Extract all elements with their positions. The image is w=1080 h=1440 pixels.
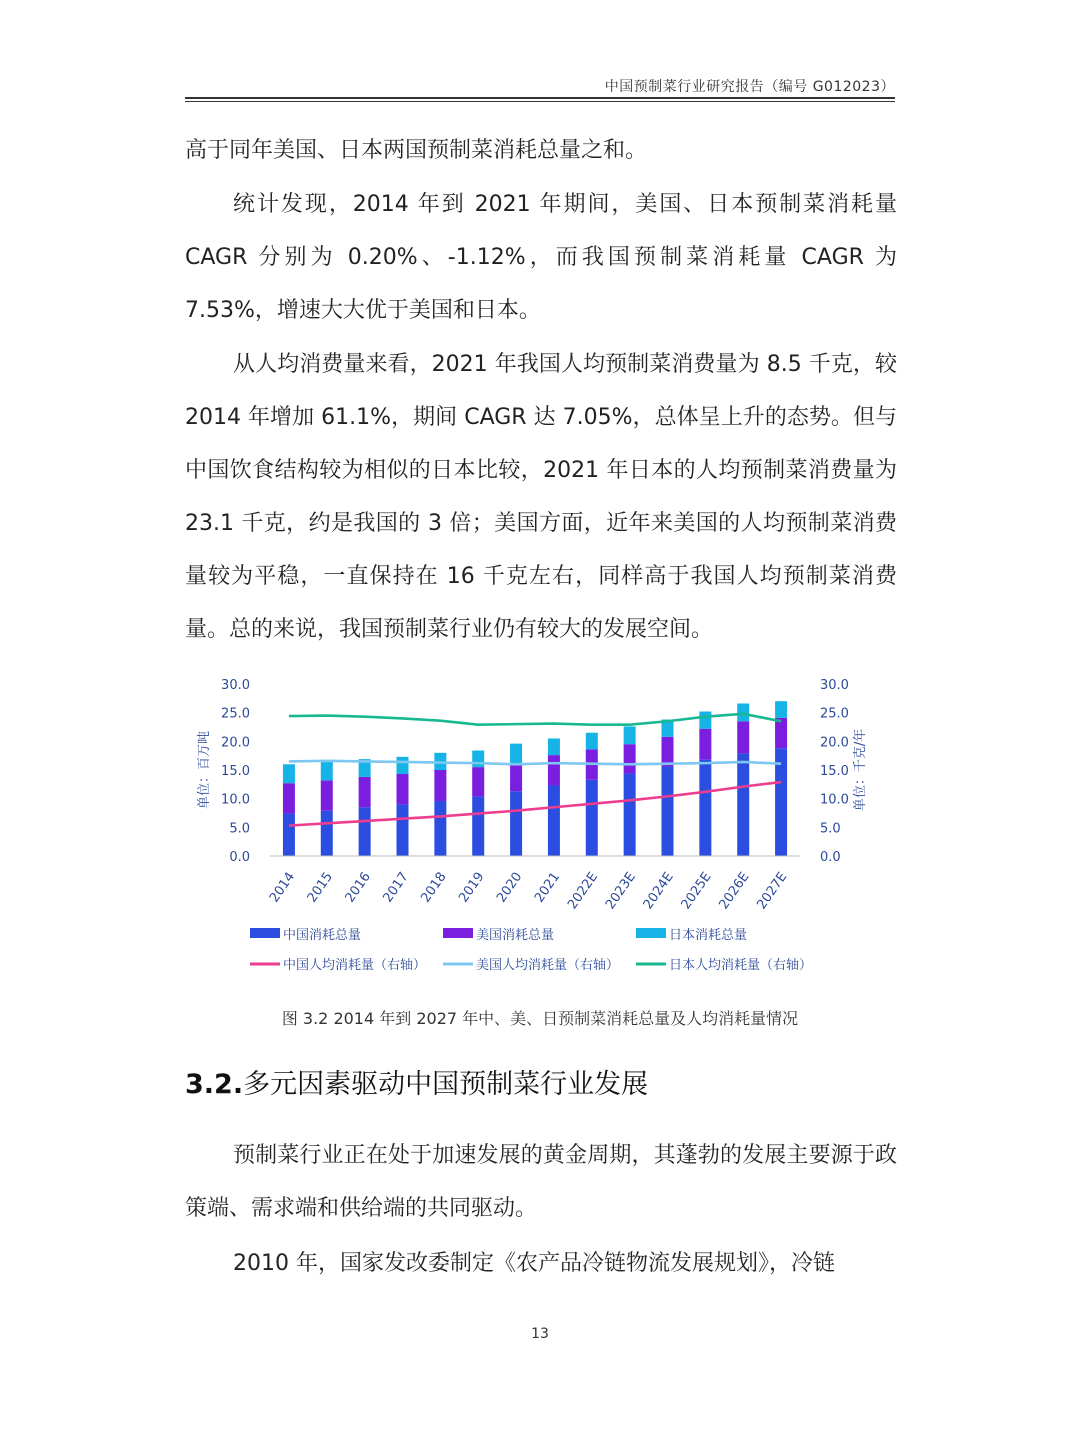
x-tick-label: 2014 (266, 869, 299, 906)
bar-segment (624, 744, 636, 773)
chart-axes (197, 678, 868, 912)
y-tick-label-right: 30.0 (820, 678, 849, 693)
section-heading (185, 1062, 648, 1101)
bar-segment (775, 718, 787, 748)
bar-segment (699, 760, 711, 856)
bar-segment (737, 703, 749, 721)
bar-segment (548, 785, 560, 856)
bar-segment (662, 767, 674, 856)
bar-segment (737, 753, 749, 856)
bar-segment (699, 712, 711, 729)
bar-segment (283, 814, 295, 856)
header-text: 中国预制菜行业研究报告（编号 G012023） (604, 79, 895, 95)
bar-segment (397, 757, 409, 774)
y-tick-label-right: 15.0 (820, 764, 849, 779)
bar-segment (434, 770, 446, 801)
x-tick-label: 2015 (304, 869, 337, 906)
bar-segment (283, 783, 295, 813)
legend-label: 日本消耗总量 (669, 928, 748, 943)
x-tick-label: 2018 (418, 869, 450, 906)
x-tick-label: 2026E (716, 869, 753, 913)
y-tick-label-left: 5.0 (229, 821, 250, 837)
legend-label: 美国消耗总量 (476, 928, 555, 943)
legend-label: 中国消耗总量 (283, 928, 362, 943)
paragraph-1: 高于同年美国、日本两国预制菜消耗总量之和。 (185, 138, 648, 163)
x-tick-label: 2017 (380, 869, 412, 906)
y-tick-label-left: 30.0 (221, 678, 250, 693)
bar-segment (321, 761, 333, 780)
y-axis-title-right: 单位：千克/年 (853, 728, 868, 812)
bar-segment (624, 726, 636, 744)
x-tick-label: 2027E (754, 869, 791, 913)
bar-segment (586, 780, 598, 856)
y-tick-label-right: 0.0 (820, 850, 841, 865)
bar-segment (586, 733, 598, 750)
page-header (185, 74, 895, 104)
y-tick-label-right: 5.0 (820, 821, 841, 837)
legend-label: 美国人均消耗量（右轴） (476, 958, 620, 973)
x-tick-label: 2021 (531, 869, 564, 906)
bar-segment (737, 721, 749, 753)
bar-segment (548, 738, 560, 755)
bar-segment (434, 801, 446, 856)
bar-segment (321, 780, 333, 810)
paragraph-2: 统计发现，2014 年到 2021 年期间，美国、日本预制菜消耗量 CAGR 分别为 0.20%、-1.12%，而我国预制菜消耗量 CAGR 为 7.53%，增速大大优于美国和日本。 (185, 192, 897, 323)
bar-segment (359, 777, 371, 807)
x-tick-label: 2020 (494, 869, 526, 906)
bar-segment (548, 755, 560, 785)
bar-segment (624, 773, 636, 856)
bar-segment (397, 804, 409, 856)
y-tick-label-left: 25.0 (221, 706, 250, 722)
y-tick-label-left: 15.0 (221, 764, 250, 779)
paragraph-4: 预制菜行业正在处于加速发展的黄金周期，其蓬勃的发展主要源于政策端、需求端和供给端的共同驱动。 (185, 1143, 897, 1221)
legend-label: 中国人均消耗量（右轴） (283, 958, 427, 973)
bar-segment (775, 701, 787, 718)
y-tick-label-left: 10.0 (221, 792, 250, 808)
header-rule-thin (185, 101, 895, 102)
x-tick-label: 2025E (678, 869, 715, 913)
y-tick-label-right: 25.0 (820, 706, 849, 722)
section-title: 多元因素驱动中国预制菜行业发展 (243, 1069, 649, 1100)
bar-segment (472, 796, 484, 856)
bar-segment (699, 729, 711, 760)
bar-segment (472, 751, 484, 768)
x-tick-label: 2019 (456, 869, 488, 906)
bar-segment (397, 774, 409, 804)
x-tick-label: 2024E (640, 869, 677, 913)
figure-caption: 图 3.2 2014 年到 2027 年中、美、日预制菜消耗总量及人均消耗量情况 (281, 1009, 799, 1028)
legend-swatch (636, 928, 666, 938)
bar-segment (510, 764, 522, 791)
consumption-chart (190, 670, 870, 990)
y-tick-label-right: 20.0 (820, 735, 849, 751)
bar-segment (662, 737, 674, 767)
y-tick-label-left: 20.0 (221, 735, 250, 751)
y-tick-label-left: 0.0 (229, 850, 250, 865)
page-number: 13 (531, 1326, 549, 1342)
bar-segment (321, 811, 333, 856)
x-tick-label: 2023E (602, 869, 639, 913)
legend-swatch (250, 928, 280, 938)
legend-label: 日本人均消耗量（右轴） (669, 958, 813, 973)
x-tick-label: 2016 (342, 869, 374, 906)
legend-swatch (443, 928, 473, 938)
section-number: 3.2. (185, 1069, 244, 1100)
paragraph-5: 2010 年，国家发改委制定《农产品冷链物流发展规划》，冷链 (233, 1251, 835, 1276)
bar-segment (510, 744, 522, 765)
y-tick-label-right: 10.0 (820, 792, 849, 808)
bar-segment (359, 807, 371, 856)
chart-legend (250, 927, 812, 973)
y-axis-title-left: 单位：百万吨 (197, 730, 212, 810)
header-rule-thick (185, 97, 895, 99)
paragraph-3: 从人均消费量来看，2021 年我国人均预制菜消费量为 8.5 千克，较 2014 年增加 61.1%，期间 CAGR 达 7.05%，总体呈上升的态势。但与中国饮食结构较为相似的日本比较，2021 年日本的人均预制菜消费量为 23.1 千克，约是我国的 3 倍；美国方面，近年来美国的人均预制菜消费量较为平稳，一直保持在 16 千克左右，同样高于我国人均预制菜消费量。总的来说，我国预制菜行业仍有较大的发展空间。 (185, 352, 897, 642)
x-tick-label: 2022E (565, 869, 602, 913)
bar-segment (510, 791, 522, 856)
bar-segment (472, 767, 484, 796)
bar-segment (283, 764, 295, 783)
